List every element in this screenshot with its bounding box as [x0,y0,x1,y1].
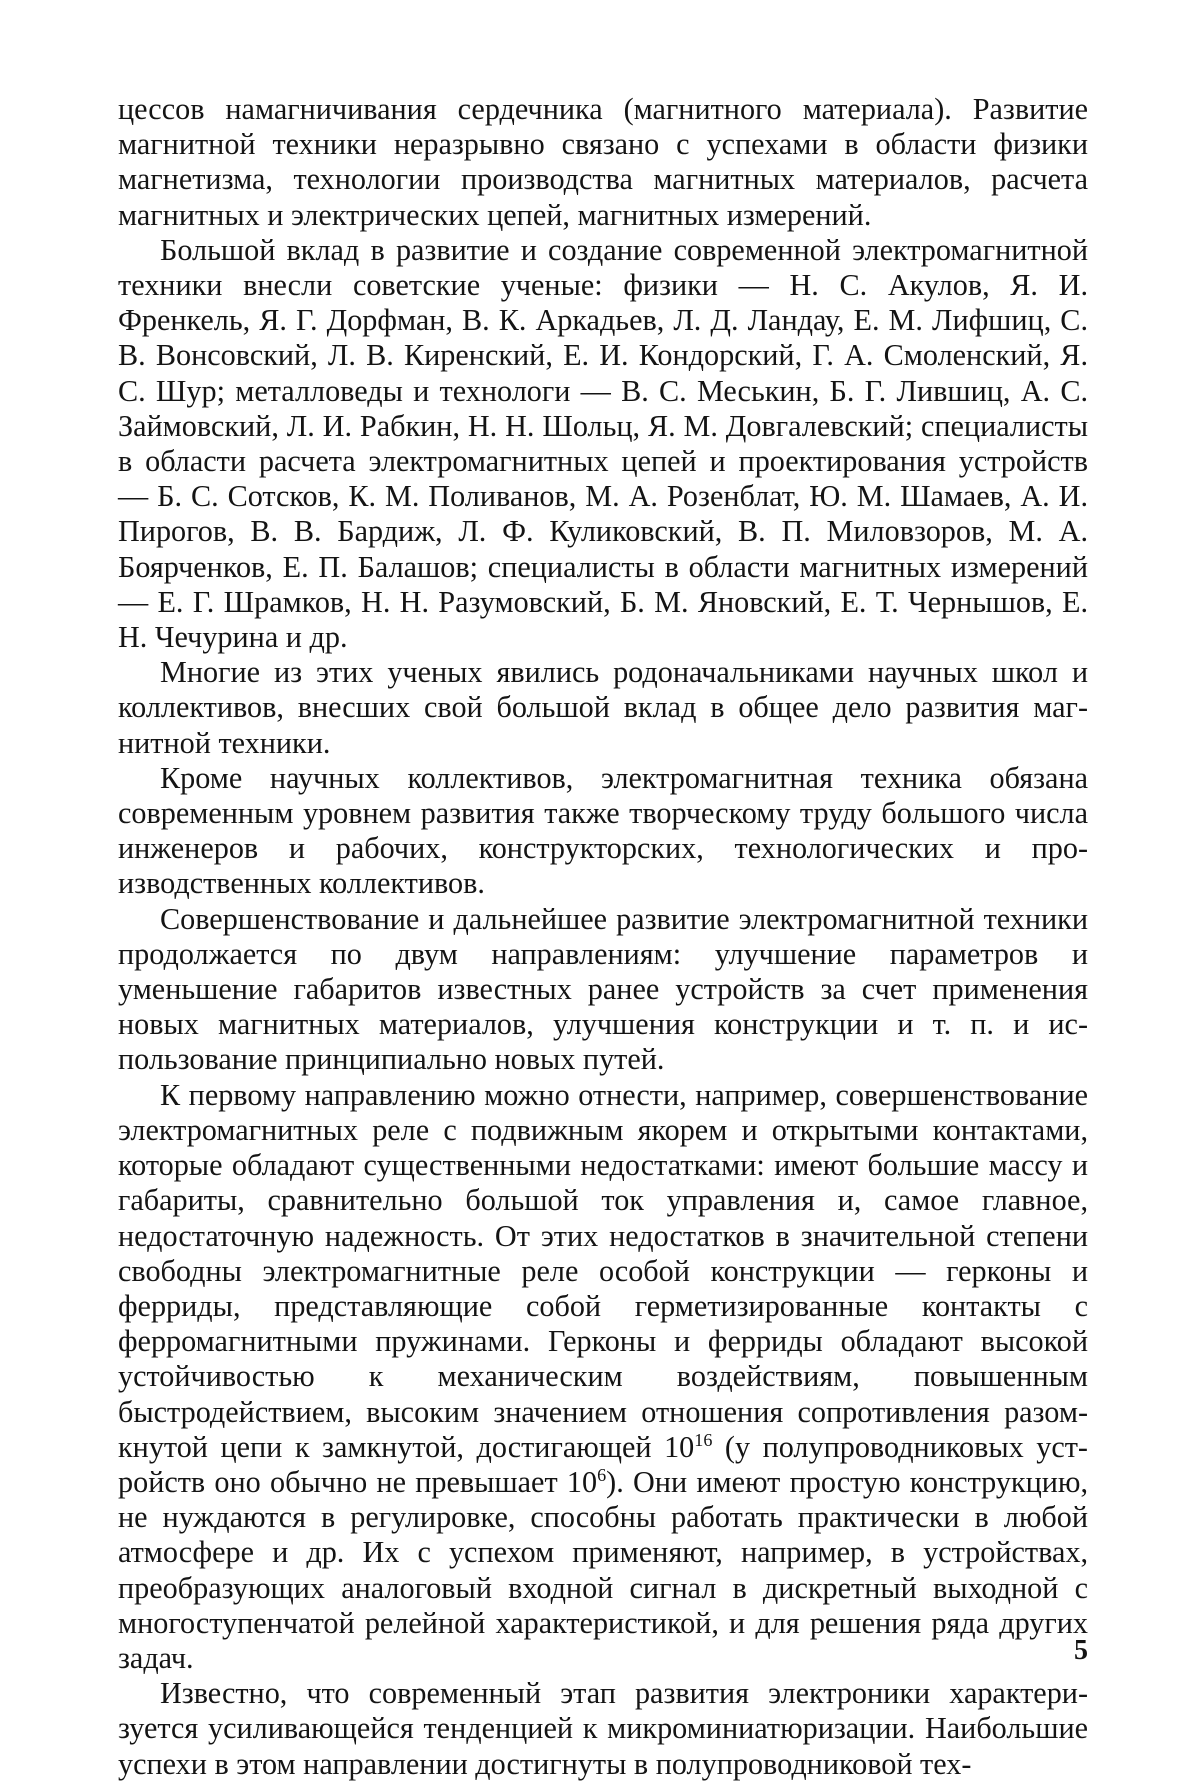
paragraph-3: Многие из этих ученых явились родоначальниками научных школ и коллективов, внесших свой большой вклад в общее дело развития магнитной техники. [118,655,1088,760]
paragraph-2: Большой вклад в развитие и создание современной электромагнитной техники внесли советские ученые: физики — Н. С. Акулов, Я. И. Френкель, Я. Г. Дорфман, В. К. Аркадьев, Л. Д. Ландау, Е. М. Лифшиц, С. В. Вонсовский, Л. В. Киренский, Е. И. Кондорский, Г. А. Смоленский, Я. С. Шур; металловеды и технологи — В. С. Меськин, Б. Г. Лившиц, А. С. Займовский, Л. И. Рабкин, Н. Н. Шольц, Я. М. Довгалевский; специалисты в области расчета электромагнитных цепей и проектирования устройств — Б. С. Сотсков, К. М. Поливанов, М. А. Розенблат, Ю. М. Шамаев, А. И. Пирогов, В. В. Бардиж, Л. Ф. Куликовский, В. П. Миловзоров, М. А. Боярченков, Е. П. Балашов; специалисты в области магнитных измерений — Е. Г. Шрамков, Н. Н. Разумовский, Б. М. Яновский, Е. Т. Чернышов, Е. Н. Чечурина и др. [118,232,1088,655]
page-body [118,92,1088,1782]
paragraph-6-part-3: ). Они имеют простую конструкцию, не нуждаются в регулировке, способны работать практически в любой атмосфере и др. Их с успехом применяют, например, в устройствах, преобразующих аналоговый входной сигнал в дискретный выходной с многоступенчатой релейной характеристикой, и для решения ряда других задач. [118,1464,1088,1675]
paragraph-1: цессов намагничивания сердечника (магнитного материала). Развитие магнитной техники неразрывно связано с успехами в области физики магнетизма, технологии производства магнитных материалов, расчета магнитных и электрических цепей, магнитных измерений. [118,92,1088,232]
paragraph-7: Известно, что современный этап развития электроники характеризуется усиливающейся тенденцией к микроминиатюризации. Наибольшие успехи в этом направлении достигнуты в полупроводниковой тех- [118,1676,1088,1781]
exponent-6: 6 [597,1464,607,1485]
paragraph-6-part-1: К первому направлению можно отнести, например, совершенствование электромагнитных реле с подвижным якорем и открытыми контактами, которые обладают существенными недостатками: имеют большие массу и габариты, сравнительно большой ток управления и, самое главное, недостаточную надежность. От этих недостатков в значительной степени свободны электромагнитные реле особой конструкции — герконы и ферриды, представляющие собой герметизированные контакты с ферромагнитными пружинами. Герконы и ферриды обладают высокой устойчивостью к механическим воздействиям, повышенным быстродействием, высоким значением отношения сопротивления разомкнутой цепи к замкнутой, достигающей 10 [118,1077,1088,1464]
exponent-16: 16 [694,1429,713,1450]
paragraph-5: Совершенствование и дальнейшее развитие электромагнитной техники продолжается по двум направлениям: улучшение параметров и уменьшение габаритов известных ранее устройств за счет применения новых магнитных материалов, улучшения конструкции и т. п. и использование принципиально новых путей. [118,901,1088,1077]
paragraph-6-part-2: (у полупроводниковых устройств оно обычно не превышает 10 [118,1429,1088,1499]
page-number: 5 [1074,1635,1088,1666]
paragraph-6 [118,1078,1088,1676]
paragraph-4: Кроме научных коллективов, электромагнитная техника обязана современным уровнем развития также творческому труду большого числа инженеров и рабочих, конструкторских, технологических и производственных коллективов. [118,760,1088,901]
